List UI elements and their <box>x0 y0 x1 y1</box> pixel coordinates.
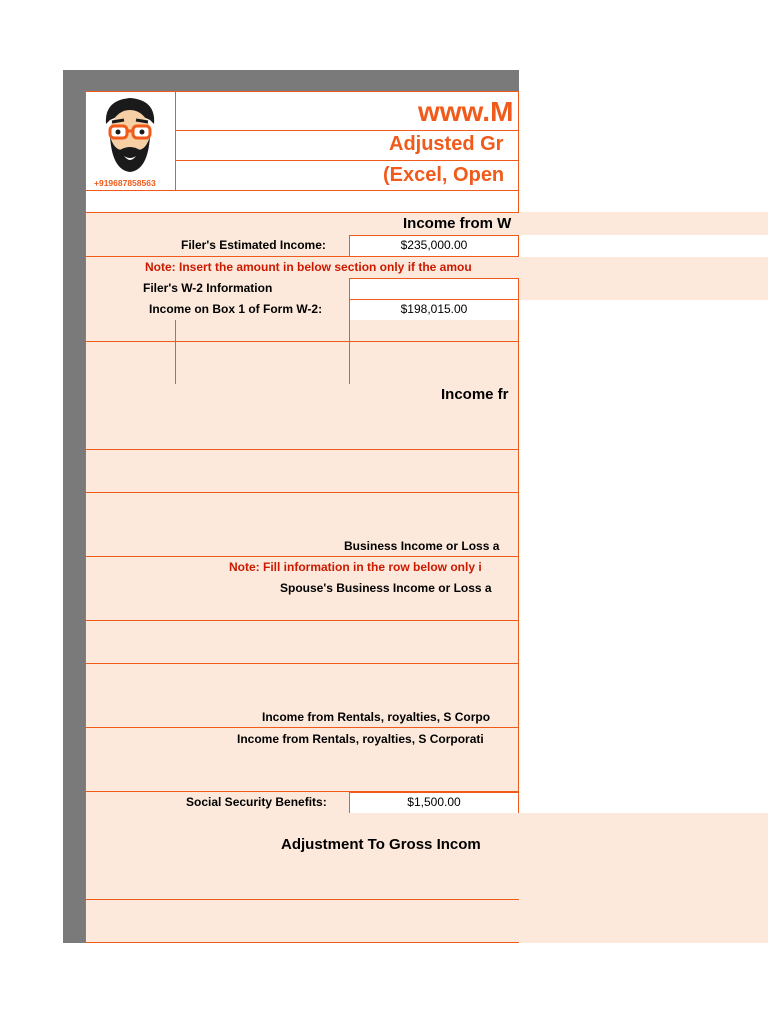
box1-label: Income on Box 1 of Form W-2: <box>149 302 323 316</box>
blank-row-a3 <box>85 450 519 472</box>
rentals-row-1 <box>85 706 519 728</box>
spouse-business-row <box>85 578 519 600</box>
estimated-income-label: Filer's Estimated Income: <box>181 238 326 252</box>
blank-row-c2 <box>85 770 519 792</box>
bearded-man-glasses-icon <box>98 94 162 174</box>
w2-info-value[interactable] <box>349 278 519 300</box>
business-section-title: Income fr <box>441 386 509 403</box>
website-text[interactable]: www.M <box>418 96 514 127</box>
title-line1: Adjusted Gr <box>389 133 504 155</box>
blank-row-b3 <box>85 642 519 664</box>
blank-grid-row-1 <box>85 320 519 342</box>
title-line1-cell <box>175 130 519 161</box>
ss-benefits-value[interactable]: $1,500.00 <box>349 792 519 814</box>
ss-benefits-label: Social Security Benefits: <box>186 795 327 809</box>
website-cell <box>175 91 519 131</box>
adjustment-section-title: Adjustment To Gross Incom <box>281 836 481 853</box>
blank-row-b4 <box>85 664 519 686</box>
estimated-income-value[interactable]: $235,000.00 <box>349 235 519 257</box>
blank-row-a6 <box>85 514 519 536</box>
blank-row-a4 <box>85 471 519 493</box>
rentals-label-2: Income from Rentals, royalties, S Corporati <box>237 732 484 746</box>
business-income-label: Business Income or Loss a <box>344 539 500 553</box>
box1-value[interactable]: $198,015.00 <box>349 299 519 321</box>
blank-row-c1 <box>85 749 519 771</box>
grid-divider-2 <box>349 320 350 385</box>
w2-info-label: Filer's W-2 Information <box>143 281 273 295</box>
rentals-label-1: Income from Rentals, royalties, S Corpo <box>262 710 491 724</box>
note-spouse-text: Note: Fill information in the row below only i <box>229 560 482 574</box>
phone-number: +919687858563 <box>94 178 156 188</box>
logo-cell <box>85 91 176 191</box>
blank-row-a2 <box>85 428 519 450</box>
title-line2-cell <box>175 160 519 191</box>
spouse-business-label: Spouse's Business Income or Loss a <box>280 581 492 595</box>
right-clip-mask-blank-a <box>519 235 768 257</box>
right-clip-mask-bottom <box>519 813 768 943</box>
blank-row-b1 <box>85 599 519 621</box>
blank-row-a5 <box>85 493 519 515</box>
header-gap <box>85 191 519 212</box>
blank-row-b2 <box>85 621 519 643</box>
title-line2: (Excel, Open <box>383 164 505 186</box>
business-income-row <box>85 535 519 557</box>
grid-divider-1 <box>175 320 176 385</box>
right-clip-mask-blank-b <box>519 300 768 813</box>
business-section-header <box>85 384 519 408</box>
wages-section-title: Income from W <box>403 215 512 232</box>
note-spouse-row <box>85 557 519 579</box>
note-w2-text: Note: Insert the amount in below section only if the amou <box>145 260 472 274</box>
blank-grid-row-3 <box>85 363 519 385</box>
blank-grid-row-2 <box>85 342 519 364</box>
rentals-row-2 <box>85 728 519 750</box>
blank-row-a1 <box>85 407 519 429</box>
blank-row-b5 <box>85 685 519 707</box>
